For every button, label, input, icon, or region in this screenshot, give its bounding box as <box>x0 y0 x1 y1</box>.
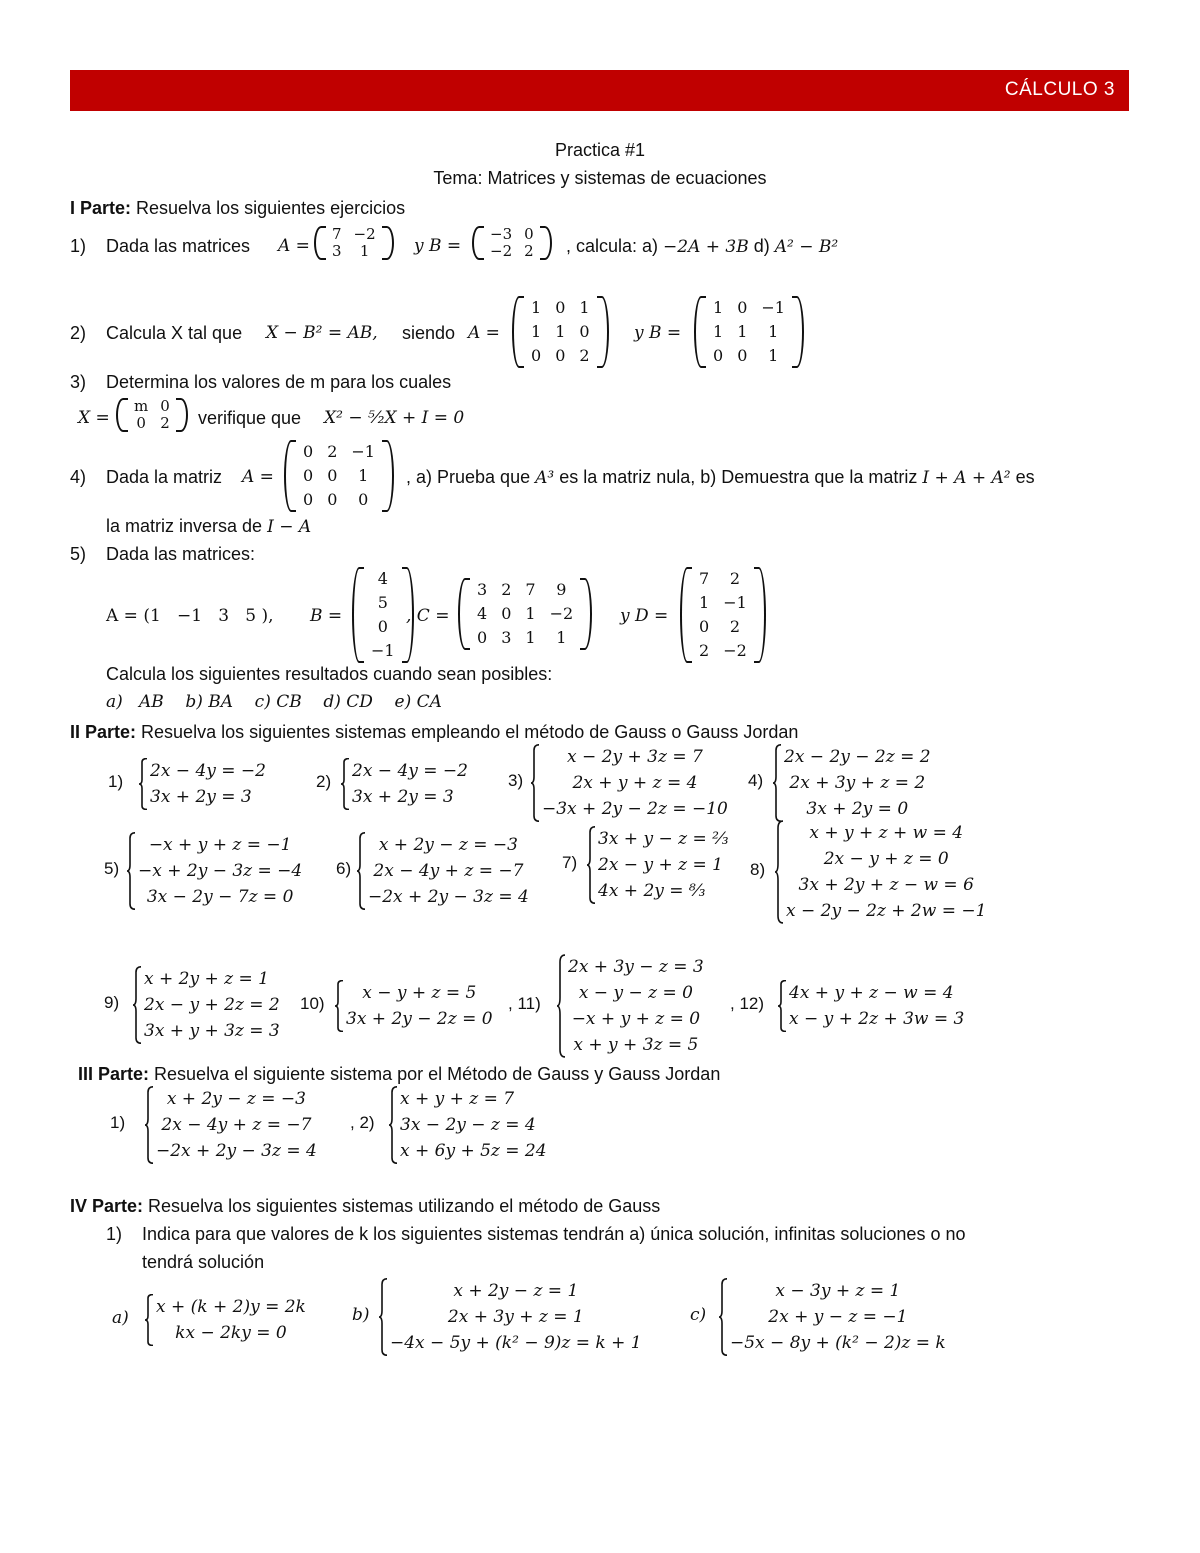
matrix-cell: 0 <box>737 298 748 317</box>
matrix-cell: 2 <box>524 242 534 260</box>
equation: −4x − 5y + (k² − 9)z = k + 1 <box>390 1333 642 1353</box>
matrix-cell: 0 <box>303 466 314 485</box>
equation: 2x − 2y − 2z = 2 <box>784 747 931 767</box>
matrix-cell: 0 <box>477 628 488 647</box>
matrix-cell: 1 <box>531 322 542 341</box>
matrix-cell: 0 <box>358 490 369 509</box>
ex5-matrix-d <box>680 567 766 663</box>
equation: 2x + 3y + z = 2 <box>789 773 926 793</box>
matrix-cell: 0 <box>579 322 590 341</box>
matrix-cell: 1 <box>768 346 779 365</box>
matrix-cell: −1 <box>761 298 785 317</box>
ex3-verifique: verifique que <box>198 408 302 428</box>
matrix-cell: 0 <box>531 346 542 365</box>
equation-system <box>586 826 729 904</box>
ex1-matrix-a <box>314 226 394 260</box>
part2-heading-text: Resuelva los siguientes sistemas empleando el método de Gauss o Gauss Jordan <box>136 722 799 742</box>
equation: 2x − y + 2z = 2 <box>144 995 280 1015</box>
brace <box>138 758 148 810</box>
equation-system <box>388 1086 547 1164</box>
part4-heading <box>70 1194 660 1218</box>
matrix-cell: 1 <box>713 298 724 317</box>
equation: x + 6y + 5z = 24 <box>400 1141 547 1161</box>
matrix-cell: 1 <box>555 322 566 341</box>
matrix-cell: 9 <box>556 580 567 599</box>
matrix-cell: 1 <box>699 593 710 612</box>
equation: 3x + y + 3z = 3 <box>144 1021 280 1041</box>
system-label: 1) <box>110 1113 126 1132</box>
matrix-cell: 0 <box>524 225 534 243</box>
ex4-number: 4) <box>70 467 87 487</box>
brace <box>356 832 366 910</box>
part4-item-number: 1) <box>106 1224 123 1244</box>
matrix-cell: 4 <box>477 604 488 623</box>
matrix-cell: 2 <box>579 346 590 365</box>
equation: x − 2y − 2z + 2w = −1 <box>786 901 987 921</box>
brace <box>586 826 596 904</box>
ex2-matrix-a <box>512 296 609 368</box>
equation: −2x + 2y − 3z = 4 <box>368 887 529 907</box>
ex3-x-eq: X = <box>78 408 110 428</box>
part2-heading <box>70 720 798 744</box>
equation-system <box>340 758 468 810</box>
equation: 2x + y − z = −1 <box>768 1307 908 1327</box>
brace <box>144 1086 154 1164</box>
equation: 3x − 2y − 7z = 0 <box>146 887 294 907</box>
ex5-matrix-c <box>458 578 592 650</box>
equation: x + 2y + z = 1 <box>144 969 269 989</box>
part2-heading-bold: II Parte: <box>70 722 137 742</box>
brace <box>530 744 540 822</box>
ex4-part-a <box>406 465 1035 490</box>
equation: −x + y + z = −1 <box>148 835 292 855</box>
matrix-cell: 7 <box>332 225 342 243</box>
matrix-cell: 2 <box>729 569 741 588</box>
equation: 2x − 4y + z = −7 <box>161 1115 312 1135</box>
ex3-expr: X² − ⁵⁄₂X + I = 0 <box>324 408 465 428</box>
matrix-cell: 0 <box>555 298 566 317</box>
matrix-cell: 1 <box>525 604 536 623</box>
equation-system <box>774 820 986 924</box>
matrix-cell: 0 <box>303 442 314 461</box>
brace <box>132 966 142 1044</box>
ex4-line2 <box>106 514 311 539</box>
equation: 3x + 2y + z − w = 6 <box>798 875 974 895</box>
brace <box>144 1294 154 1346</box>
matrix-cell: 0 <box>555 346 566 365</box>
ex1-expr-a: −2A + 3B <box>663 237 749 257</box>
equation: x + 2y − z = 1 <box>453 1281 579 1301</box>
ex3-text: Determina los valores de m para los cuales <box>106 372 452 392</box>
ex1-text: Dada las matrices <box>106 236 251 256</box>
equation-system <box>772 744 931 822</box>
ex5-calc: Calcula los siguientes resultados cuando sean posibles: <box>106 664 553 684</box>
ex2-matrix-b <box>694 296 804 368</box>
equation: 2x − y + z = 0 <box>823 849 949 869</box>
system-label: 1) <box>108 772 124 791</box>
matrix-cell: 1 <box>556 628 567 647</box>
ex1-expr-d: A² − B² <box>774 237 839 257</box>
matrix-cell: −2 <box>490 242 513 260</box>
matrix-cell: −3 <box>490 225 513 243</box>
matrix-cell: −2 <box>353 225 376 243</box>
ex4-es: es <box>1015 467 1035 487</box>
equation: x + y + z = 7 <box>400 1089 515 1109</box>
brace <box>126 832 136 910</box>
matrix-cell: 0 <box>327 490 338 509</box>
matrix-cell: 1 <box>531 298 542 317</box>
ex2-a-eq: A = <box>468 323 500 343</box>
matrix-cell: 1 <box>359 242 370 260</box>
ex4-expr: I + A + A² <box>922 468 1011 488</box>
system-label: 9) <box>104 993 120 1012</box>
ex2-text: Calcula X tal que <box>106 323 243 343</box>
ex5-c-eq: , C = <box>406 606 450 626</box>
ex5-matrix-b <box>352 567 414 663</box>
brace <box>340 758 350 810</box>
brace <box>718 1278 728 1356</box>
part1-heading-bold: I Parte: <box>70 198 132 218</box>
part3-heading-bold: III Parte: <box>78 1064 150 1084</box>
equation-system <box>777 980 964 1032</box>
part3-heading <box>78 1062 720 1086</box>
system-label: 3) <box>508 771 524 790</box>
brace <box>556 954 566 1058</box>
part4-heading-bold: IV Parte: <box>70 1196 144 1216</box>
part4-item-line2: tendrá solución <box>142 1252 265 1272</box>
system-label: 7) <box>562 853 578 872</box>
equation: 2x − 4y = −2 <box>352 761 468 781</box>
part3-heading-text: Resuelva el siguiente sistema por el Método de Gauss y Gauss Jordan <box>149 1064 721 1084</box>
brace <box>334 980 344 1032</box>
equation: −3x + 2y − 2z = −10 <box>542 799 728 819</box>
matrix-cell: 0 <box>699 617 710 636</box>
equation-system <box>718 1278 946 1356</box>
part1-heading-text: Resuelva los siguientes ejercicios <box>131 198 406 218</box>
equation: x + 2y − z = −3 <box>166 1089 306 1109</box>
equation: −x + y + z = 0 <box>571 1009 701 1029</box>
matrix-cell: −1 <box>723 593 747 612</box>
ex1-b-eq: y B = <box>414 236 462 256</box>
ex5-items: a) AB b) BA c) CB d) CD e) CA <box>106 692 442 712</box>
header-bar <box>70 70 1129 111</box>
matrix-cell: 1 <box>358 466 369 485</box>
brace <box>774 820 784 924</box>
matrix-cell: 3 <box>477 580 488 599</box>
equation: x − 3y + z = 1 <box>775 1281 901 1301</box>
equation: 3x + 2y = 3 <box>352 787 454 807</box>
system-label: 2) <box>316 772 332 791</box>
matrix-cell: 2 <box>160 414 170 432</box>
equation: −x + 2y − 3z = −4 <box>138 861 303 881</box>
matrix-cell: −1 <box>351 442 375 461</box>
equation: x − y + z = 5 <box>362 983 477 1003</box>
brace <box>378 1278 388 1356</box>
equation: 3x + 2y = 0 <box>806 799 909 819</box>
equation: 2x − 4y + z = −7 <box>373 861 524 881</box>
matrix-cell: −2 <box>549 604 574 623</box>
header-title: CÁLCULO 3 <box>1004 79 1115 100</box>
ex5-d-eq: y D = <box>620 606 669 626</box>
equation: x + y + z + w = 4 <box>809 823 964 843</box>
equation-system <box>356 832 529 910</box>
brace <box>772 744 782 822</box>
matrix-cell: 0 <box>327 466 338 485</box>
system-label: a) <box>112 1308 129 1328</box>
system-label: c) <box>690 1305 707 1325</box>
practice-title: Practica #1 <box>554 140 646 160</box>
equation: 2x + y + z = 4 <box>572 773 698 793</box>
ex4-inv: I − A <box>267 517 312 537</box>
ex4-part-a-text: , a) Prueba que <box>406 467 531 487</box>
equation: −2x + 2y − 3z = 4 <box>156 1141 317 1161</box>
matrix-cell: 2 <box>729 617 741 636</box>
ex5-b-eq: B = <box>310 606 343 626</box>
ex1-number: 1) <box>70 236 87 256</box>
system-label: 6) <box>336 859 352 878</box>
equation: 2x − y + z = 1 <box>598 855 723 875</box>
equation-system <box>138 758 266 810</box>
equation: x − y + 2z + 3w = 3 <box>789 1009 965 1029</box>
ex2-number: 2) <box>70 323 87 343</box>
matrix-cell: 1 <box>713 322 724 341</box>
matrix-cell: 1 <box>737 322 748 341</box>
matrix-cell: 1 <box>525 628 536 647</box>
part4-heading-text: Resuelva los siguientes sistemas utilizando el método de Gauss <box>143 1196 661 1216</box>
brace <box>388 1086 398 1164</box>
matrix-cell: 3 <box>501 628 512 647</box>
matrix-cell: 0 <box>501 604 512 623</box>
equation: 3x + 2y = 3 <box>150 787 252 807</box>
matrix-cell: 1 <box>579 298 590 317</box>
ex5-a-eq: A = (1 −1 3 5 ), <box>106 606 274 626</box>
ex1-a-eq: A = <box>278 236 310 256</box>
ex4-nula: es la matriz nula, b) Demuestra que la matriz <box>559 467 918 487</box>
matrix-cell: 0 <box>377 617 388 636</box>
matrix-cell: 2 <box>699 641 710 660</box>
matrix-cell: 2 <box>327 442 338 461</box>
matrix-cell: 0 <box>303 490 314 509</box>
matrix-cell: m <box>134 397 149 415</box>
equation-system <box>144 1086 317 1164</box>
brace <box>777 980 787 1032</box>
matrix-cell: 0 <box>737 346 748 365</box>
equation: x + (k + 2)y = 2k <box>156 1297 306 1317</box>
ex1-matrix-b <box>472 226 552 260</box>
equation: kx − 2ky = 0 <box>175 1323 287 1343</box>
practice-topic: Tema: Matrices y sistemas de ecuaciones <box>433 168 767 188</box>
equation: 2x + 3y + z = 1 <box>447 1307 584 1327</box>
matrix-cell: 0 <box>136 414 146 432</box>
equation-system <box>530 744 728 822</box>
equation: 2x + 3y − z = 3 <box>568 957 704 977</box>
system-label: 8) <box>750 860 766 879</box>
equation: x − y − z = 0 <box>578 983 693 1003</box>
ex3-matrix-x <box>116 398 188 432</box>
system-label: , 2) <box>350 1113 375 1132</box>
ex4-text: Dada la matriz <box>106 467 223 487</box>
matrix-cell: 0 <box>160 397 170 415</box>
part4-item-line1: Indica para que valores de k los siguientes sistemas tendrán a) única solución, infinitas soluciones o no <box>142 1224 966 1244</box>
matrix-cell: 0 <box>713 346 724 365</box>
part1-heading <box>70 196 405 220</box>
system-label: 5) <box>104 859 120 878</box>
ex2-expr: X − B² = AB, <box>266 323 378 343</box>
equation-system <box>132 966 280 1044</box>
equation: x + y + 3z = 5 <box>573 1035 699 1055</box>
ex5-number: 5) <box>70 544 87 564</box>
system-label: b) <box>352 1305 370 1325</box>
matrix-cell: 3 <box>332 242 342 260</box>
equation-system <box>334 980 493 1032</box>
equation: −5x − 8y + (k² − 2)z = k <box>730 1333 946 1353</box>
ex4-matrix-a <box>284 440 394 512</box>
ex4-a-eq: A = <box>242 467 274 487</box>
ex4-a3: A³ <box>535 468 555 488</box>
equation-system <box>144 1294 306 1346</box>
matrix-cell: 2 <box>501 580 512 599</box>
matrix-cell: −2 <box>723 641 747 660</box>
matrix-cell: 7 <box>699 569 710 588</box>
ex2-siendo: siendo <box>402 323 456 343</box>
matrix-cell: −1 <box>371 641 395 660</box>
ex2-b-eq: y B = <box>634 323 682 343</box>
ex1-calc <box>566 234 838 259</box>
equation: 4x + 2y = ⁸⁄₃ <box>598 881 706 901</box>
equation-system <box>378 1278 642 1356</box>
equation-system <box>556 954 704 1058</box>
equation: x − 2y + 3z = 7 <box>567 747 703 767</box>
equation: 3x − 2y − z = 4 <box>400 1115 536 1135</box>
ex4-line2-text: la matriz inversa de <box>106 516 263 536</box>
equation: 3x + y − z = ²⁄₃ <box>598 829 729 849</box>
equation: 4x + y + z − w = 4 <box>789 983 954 1003</box>
matrix-cell: 1 <box>768 322 779 341</box>
system-label: , 12) <box>730 994 765 1013</box>
matrix-cell: 7 <box>525 580 536 599</box>
equation-system <box>126 832 302 910</box>
equation: 3x + 2y − 2z = 0 <box>346 1009 493 1029</box>
equation: x + 2y − z = −3 <box>378 835 518 855</box>
system-label: 10) <box>300 994 325 1013</box>
ex1-tail-a: , calcula: a) <box>566 236 664 256</box>
system-label: , 11) <box>508 994 541 1013</box>
ex1-tail-d: d) <box>748 236 775 256</box>
matrix-cell: 5 <box>377 593 388 612</box>
system-label: 4) <box>748 771 764 790</box>
ex3-number: 3) <box>70 372 87 392</box>
equation: 2x − 4y = −2 <box>150 761 266 781</box>
ex5-text: Dada las matrices: <box>106 544 256 564</box>
matrix-cell: 4 <box>377 569 388 588</box>
